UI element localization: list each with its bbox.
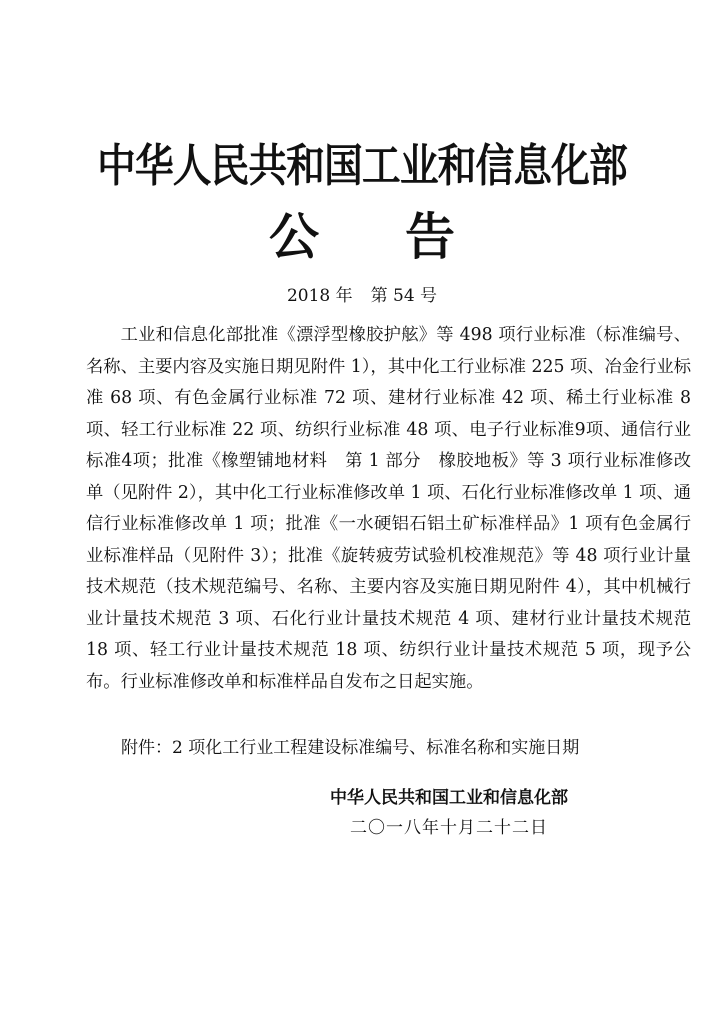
issuer-signature: 中华人民共和国工业和信息化部 — [330, 788, 568, 808]
document-serial: 第 54 号 — [370, 286, 438, 306]
document-year: 2018 年 — [286, 286, 353, 306]
announcement-title-char-2: 告 — [405, 208, 455, 266]
issue-date: 二〇一八年十月二十二日 — [350, 818, 548, 838]
announcement-title — [0, 205, 724, 269]
body-paragraph: 工业和信息化部批准《漂浮型橡胶护舷》等 498 项行业标准（标准编号、名称、主要内容及实施日期见附件 1），其中化工行业标准 225 项、冶金行业标准 68 项、有色金属行业标准 72 项、建材行业标准 42 项、稀土行业标准 8 项、轻工行业标准 22 项、纺织行业标准 48 项、电子行业标准9项、通信行业标准4项；批准《橡塑铺地材料 第 1 部分 橡胶地板》等 3 项行业标准修改单（见附件 2），其中化工行业标准修改单 1 项、石化行业标准修改单 1 项、通信行业标准修改单 1 项；批准《一水硬铝石铝土矿标准样品》1 项有色金属行业标准样品（见附件 3）；批准《旋转疲劳试验机校准规范》等 48 项行业计量技术规范（技术规范编号、名称、主要内容及实施日期见附件 4），其中机械行业计量技术规范 3 项、石化行业计量技术规范 4 项、建材行业计量技术规范 18 项、轻工行业计量技术规范 18 项、纺织行业计量技术规范 5 项，现予公布。行业标准修改单和标准样品自发布之日起实施。 — [86, 325, 691, 692]
announcement-title-char-1: 公 — [269, 208, 319, 266]
document-number — [0, 285, 724, 307]
ministry-title: 中华人民共和国工业和信息化部 — [97, 139, 627, 192]
attachment-note: 附件：2 项化工行业工程建设标准编号、标准名称和实施日期 — [121, 738, 580, 758]
